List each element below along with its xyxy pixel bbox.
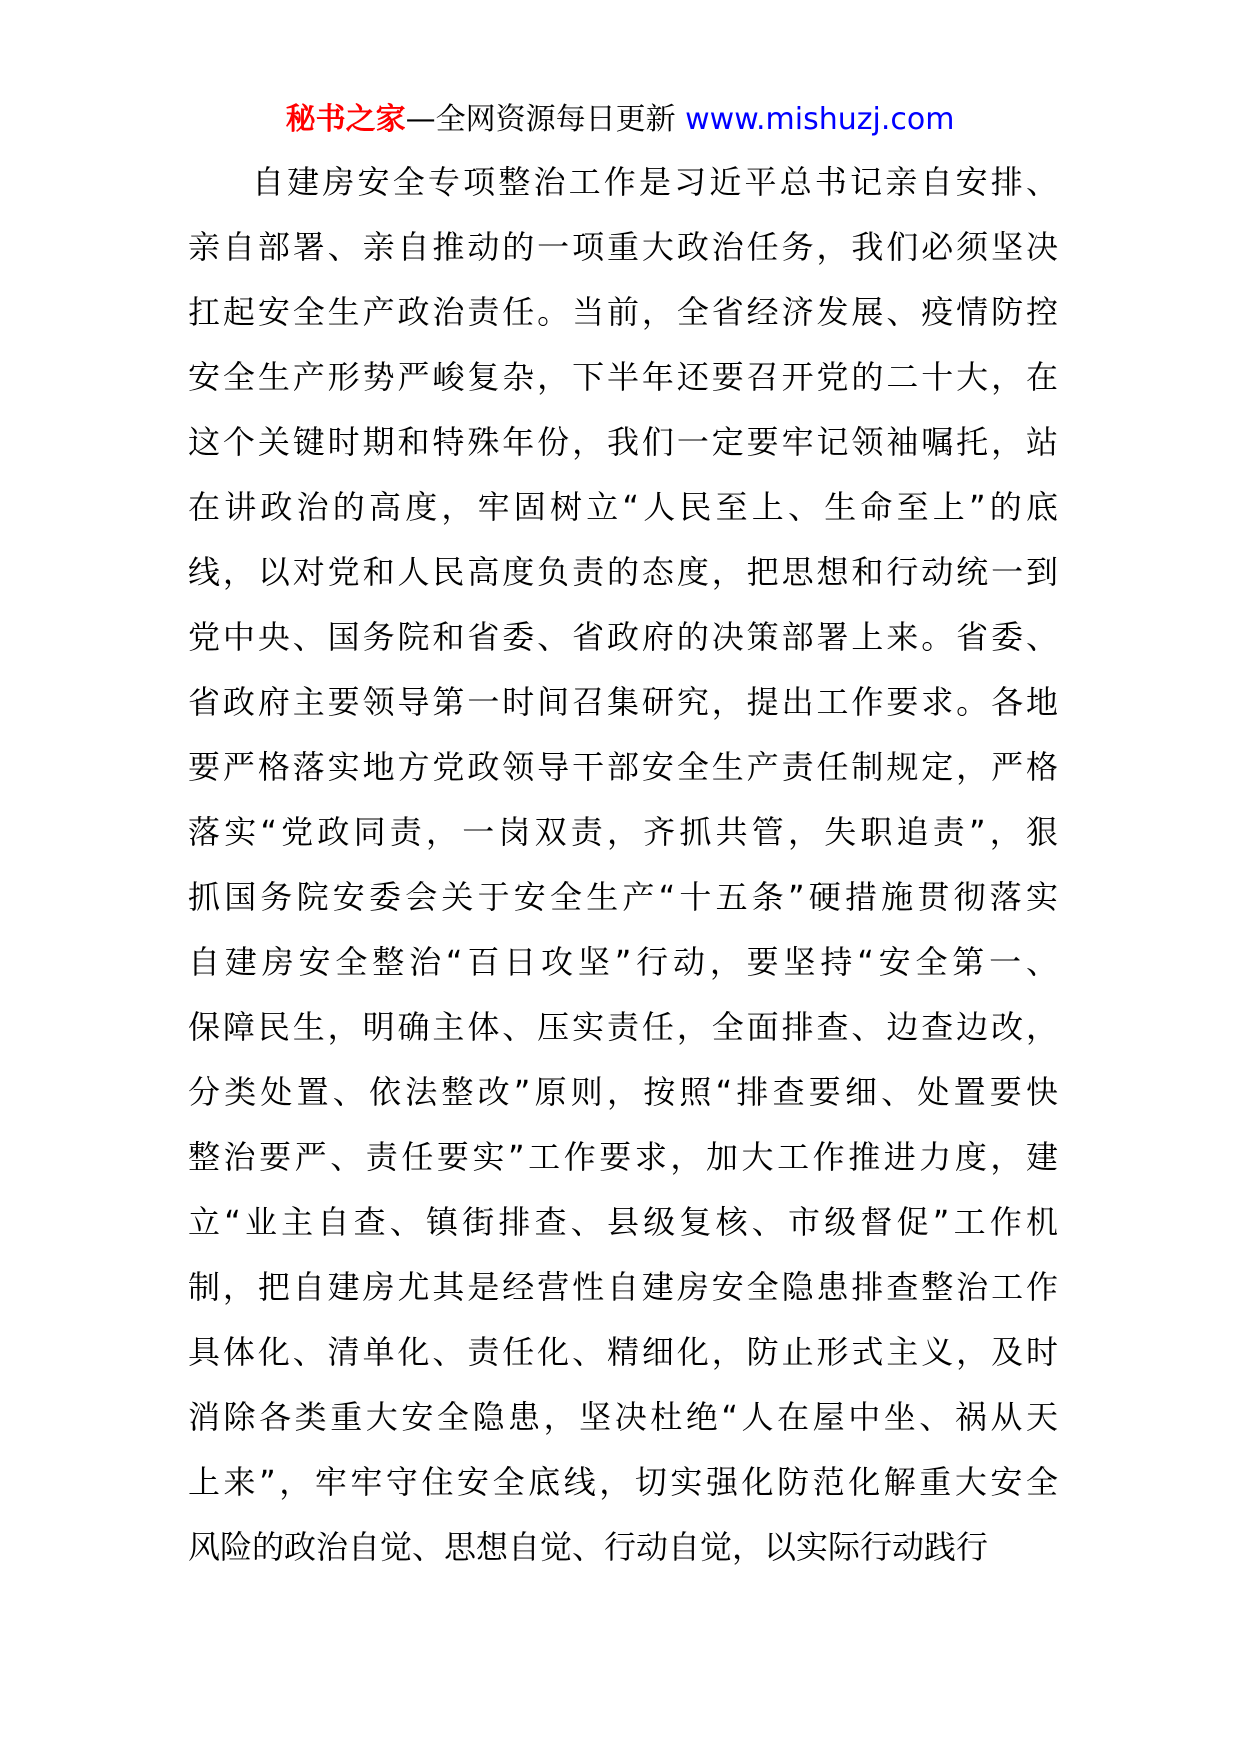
paragraph-line: 要严格落实地方党政领导干部安全生产责任制规定，严格 [188, 748, 1058, 786]
site-header [0, 100, 1240, 140]
paragraph-line: 分类处置、依法整改”原则，按照“排查要细、处置要快 [188, 1073, 1058, 1111]
paragraph-line: 扛起安全生产政治责任。当前，全省经济发展、疫情防控 [188, 293, 1058, 331]
paragraph-line: 具体化、清单化、责任化、精细化，防止形式主义，及时 [188, 1333, 1058, 1371]
site-url-link[interactable]: www.mishuzj.com [685, 102, 955, 137]
paragraph-line: 这个关键时期和特殊年份，我们一定要牢记领袖嘱托，站 [188, 423, 1058, 461]
paragraph-line: 亲自部署、亲自推动的一项重大政治任务，我们必须坚决 [188, 228, 1058, 266]
paragraph-line: 上来”，牢牢守住安全底线，切实强化防范化解重大安全 [188, 1463, 1058, 1501]
paragraph-line: 自建房安全专项整治工作是习近平总书记亲自安排、 [252, 163, 1058, 201]
document-body [188, 150, 1058, 1580]
paragraph-line: 省政府主要领导第一时间召集研究，提出工作要求。各地 [188, 683, 1058, 721]
paragraph-line: 自建房安全整治“百日攻坚”行动，要坚持“安全第一、 [188, 943, 1058, 981]
paragraph-line: 抓国务院安委会关于安全生产“十五条”硬措施贯彻落实 [188, 878, 1058, 916]
paragraph-line: 党中央、国务院和省委、省政府的决策部署上来。省委、 [188, 618, 1058, 656]
paragraph-line: 风险的政治自觉、思想自觉、行动自觉，以实际行动践行 [188, 1528, 989, 1566]
paragraph-line: 落实“党政同责，一岗双责，齐抓共管，失职追责”，狠 [188, 813, 1058, 851]
paragraph-line: 保障民生，明确主体、压实责任，全面排查、边查边改， [188, 1008, 1058, 1046]
paragraph-line: 消除各类重大安全隐患，坚决杜绝“人在屋中坐、祸从天 [188, 1398, 1058, 1436]
site-brand: 秘书之家 [285, 102, 406, 137]
paragraph-line: 整治要严、责任要实”工作要求，加大工作推进力度，建 [188, 1138, 1058, 1176]
paragraph-line: 立“业主自查、镇街排查、县级复核、市级督促”工作机 [188, 1203, 1058, 1241]
paragraph-line: 线，以对党和人民高度负责的态度，把思想和行动统一到 [188, 553, 1058, 591]
paragraph-line: 在讲政治的高度，牢固树立“人民至上、生命至上”的底 [188, 488, 1058, 526]
paragraph-line: 制，把自建房尤其是经营性自建房安全隐患排查整治工作 [188, 1268, 1058, 1306]
site-tagline: —全网资源每日更新 [405, 102, 676, 137]
paragraph-line: 安全生产形势严峻复杂，下半年还要召开党的二十大，在 [188, 358, 1058, 396]
